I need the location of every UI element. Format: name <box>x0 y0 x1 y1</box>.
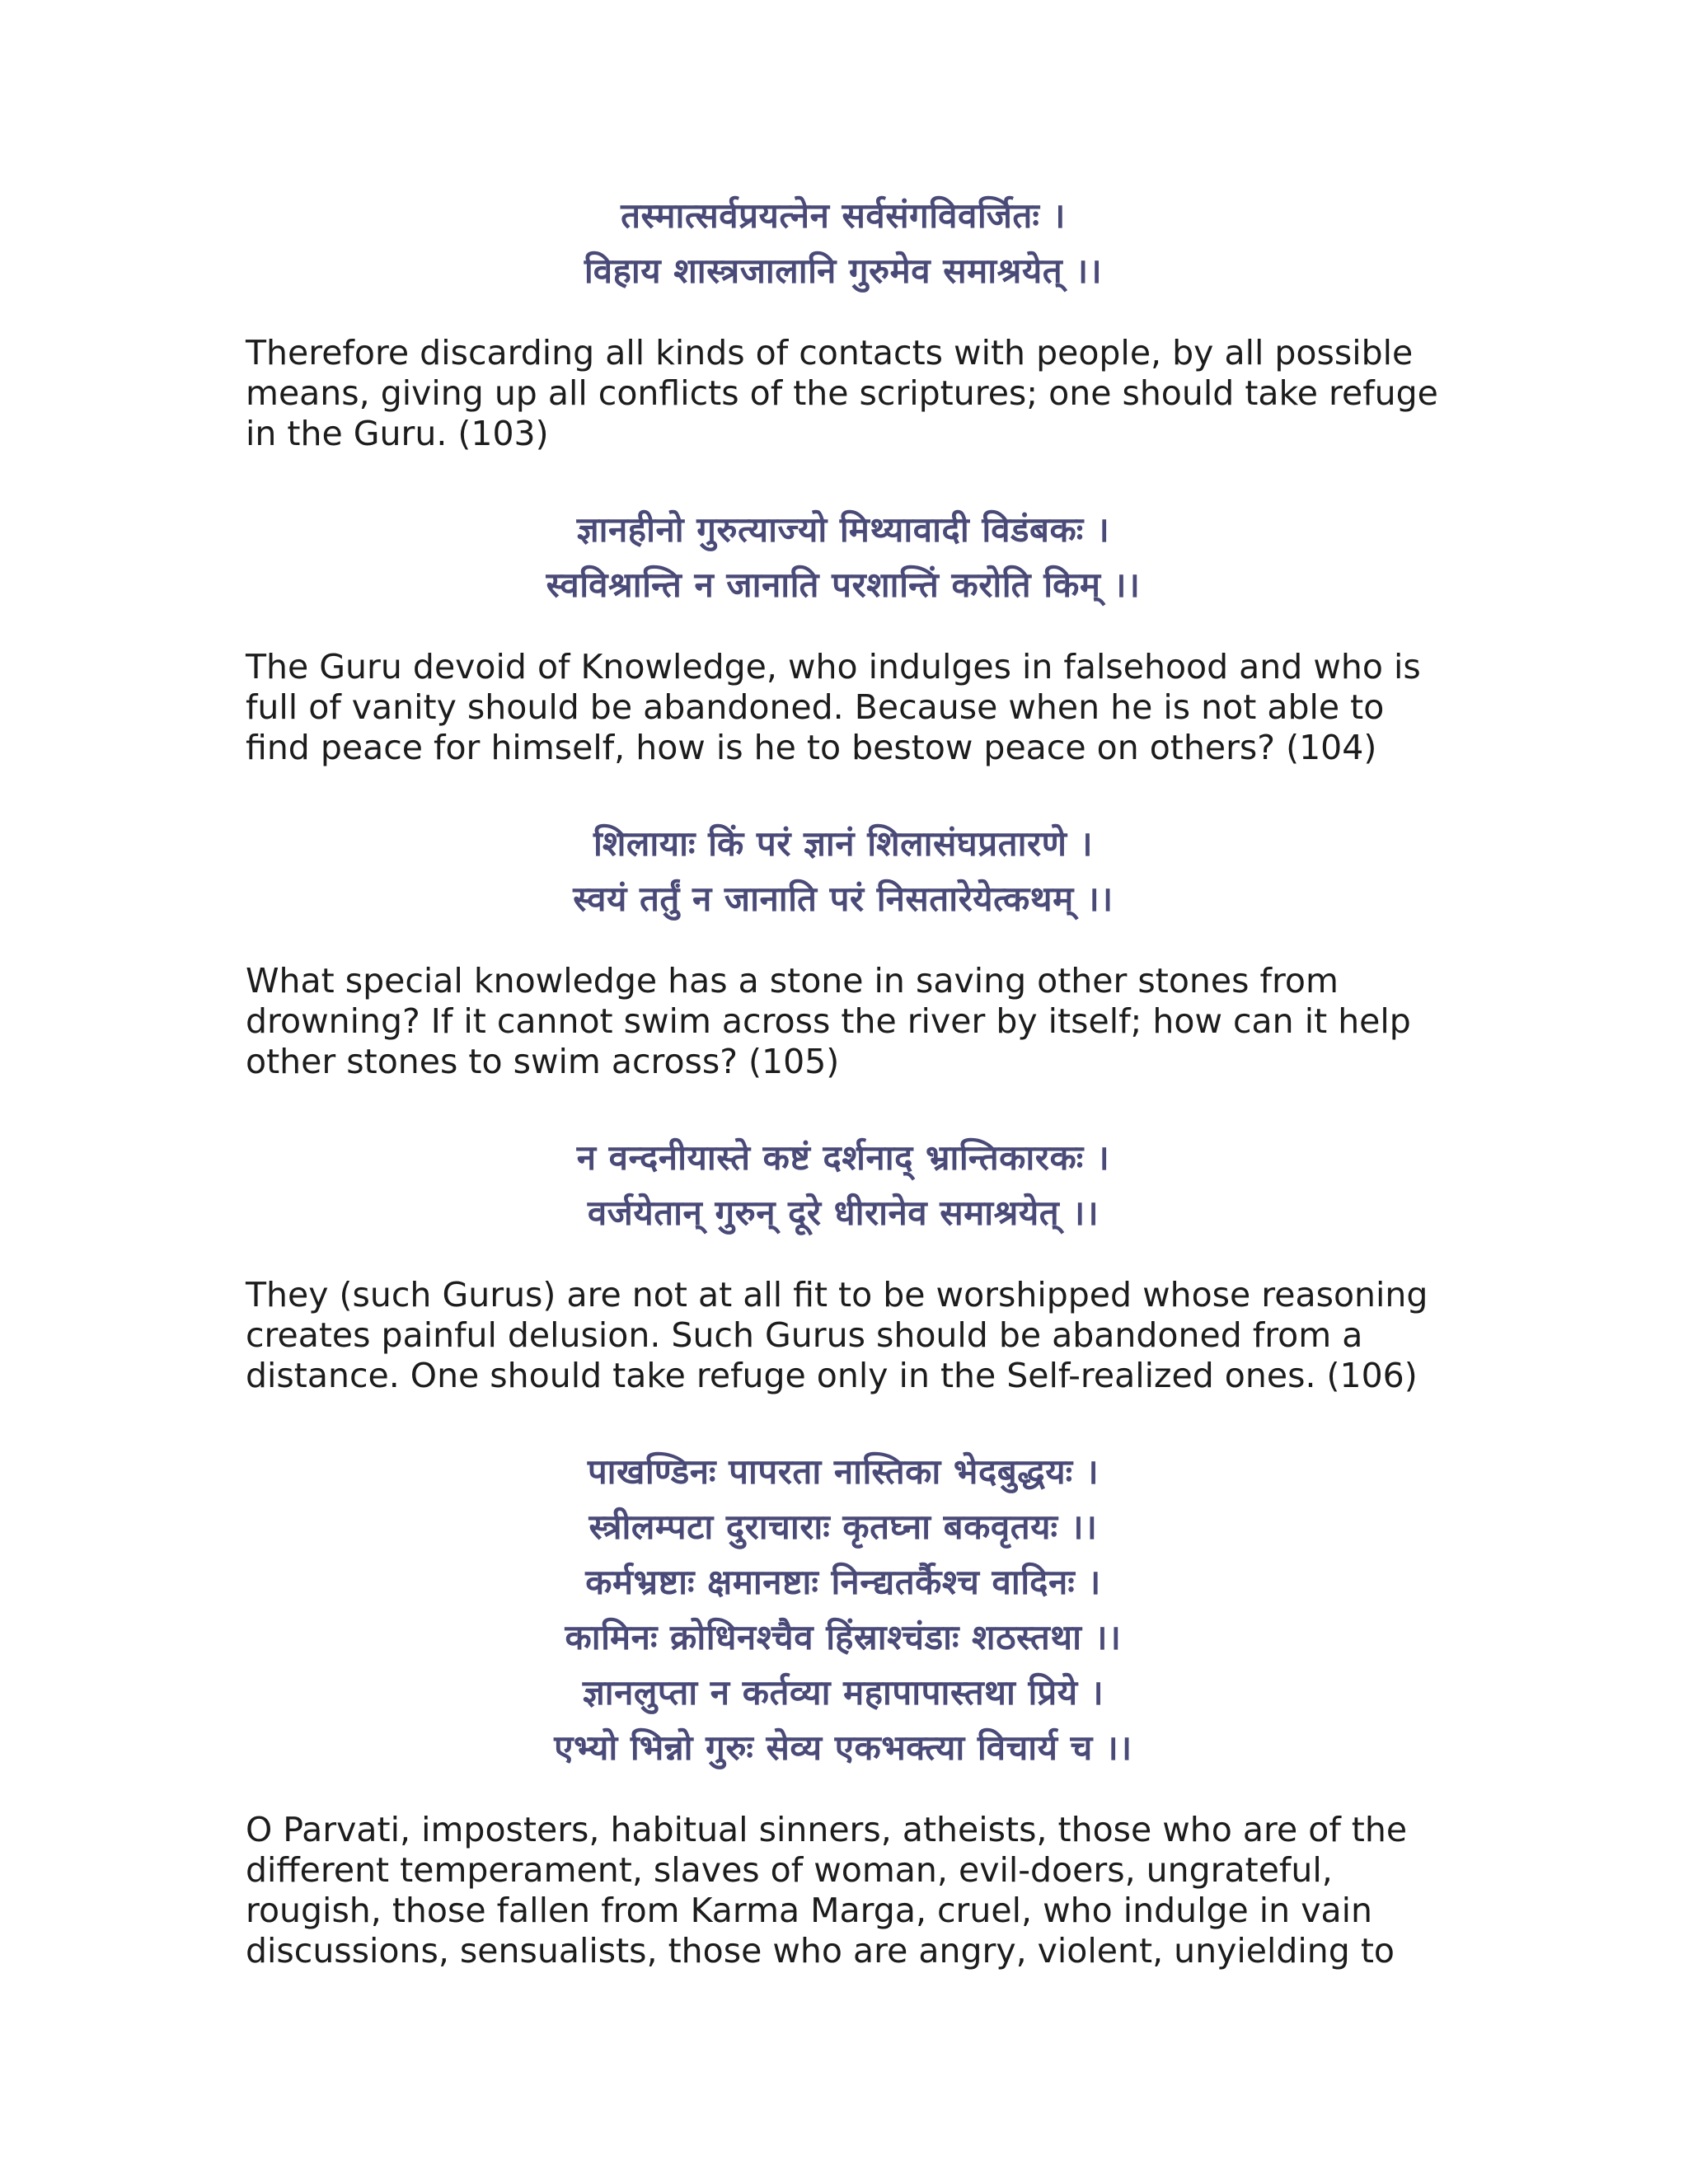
sanskrit-verse-104 <box>246 502 1441 612</box>
verse-line: एभ्यो भिन्नो गुरुः सेव्य एकभक्त्या विचार्य च ।। <box>554 1727 1132 1768</box>
translation-paragraph-106: They (such Gurus) are not at all fit to be worshipped whose reasoning creates painful delusion. Such Gurus should be abandoned from a distance. One should take refuge only in the Self-realized ones. (106) <box>246 1275 1428 1395</box>
verse-line: तस्मात्सर्वप्रयत्नेन सर्वसंगविवर्जितः । <box>621 195 1066 236</box>
sanskrit-verse-105 <box>246 816 1441 926</box>
translation-paragraph-103: Therefore discarding all kinds of contacts with people, by all possible means, giving up all conflicts of the scriptures; one should take refuge in the Guru. (103) <box>246 333 1438 453</box>
sanskrit-verse-106 <box>246 1130 1441 1240</box>
verse-line: शिलायाः किं परं ज्ञानं शिलासंघप्रतारणे । <box>593 823 1094 864</box>
verse-line: स्वविश्रान्ति न जानाति परशान्तिं करोति किम् ।। <box>546 565 1141 605</box>
verse-line: पाखण्डिनः पापरता नास्तिका भेदबुद्धयः । <box>587 1451 1100 1492</box>
translation-paragraph-107: O Parvati, imposters, habitual sinners, atheists, those who are of the different temperament, slaves of woman, evil-doers, ungrateful, rougish, those fallen from Karma Marga, cruel, who indulge in vain discussions, sensualists, those who are angry, violent, unyielding to <box>246 1810 1408 1971</box>
verse-line: विहाय शास्त्रजालानि गुरुमेव समाश्रयेत् ।। <box>584 251 1103 291</box>
verse-line: ज्ञानहीनो गुरुत्याज्यो मिथ्यावादी विडंबकः । <box>576 509 1110 550</box>
verse-line: स्त्रीलम्पटा दुराचाराः कृतघ्ना बकवृतयः ।। <box>588 1507 1098 1547</box>
translation-paragraph-105: What special knowledge has a stone in saving other stones from drowning? If it cannot swim across the river by itself; how can it help other stones to swim across? (105) <box>246 961 1411 1081</box>
verse-line: स्वयं तर्तुं न जानाति परं निसतारेयेत्कथम् ।। <box>573 879 1114 919</box>
translation-paragraph-104: The Guru devoid of Knowledge, who indulges in falsehood and who is full of vanity should be abandoned. Because when he is not able to find peace for himself, how is he to bestow peace on others? (104) <box>246 647 1421 767</box>
sanskrit-verse-107-109 <box>246 1444 1441 1775</box>
verse-line: वर्जयेतान् गुरुन् दूरे धीरानेव समाश्रयेत् ।। <box>587 1193 1100 1233</box>
verse-line: कामिनः क्रोधिनश्चैव हिंस्राश्चंडाः शठस्तथा ।। <box>565 1617 1122 1657</box>
verse-line: न वन्दनीयास्ते कष्टं दर्शनाद् भ्रान्तिकारकः । <box>576 1137 1110 1178</box>
sanskrit-verse-103 <box>246 188 1441 298</box>
page-content <box>246 188 1441 1971</box>
verse-line: ज्ञानलुप्ता न कर्तव्या महापापास्तथा प्रिये । <box>582 1672 1104 1713</box>
verse-line: कर्मभ्रष्टाः क्षमानष्टाः निन्द्यतर्कैश्च वादिनः । <box>585 1562 1101 1602</box>
